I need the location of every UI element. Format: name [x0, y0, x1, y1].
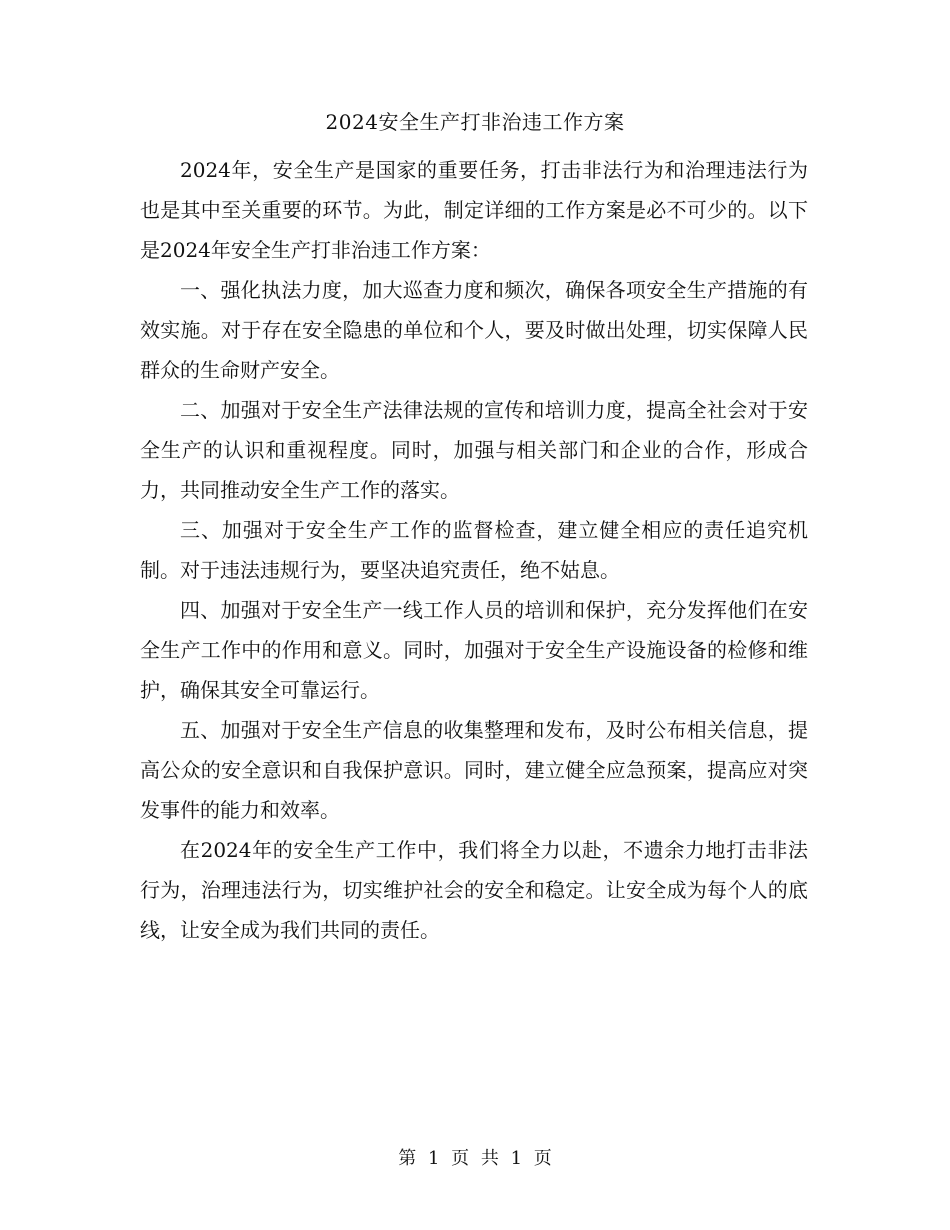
paragraph-intro: 2024年，安全生产是国家的重要任务，打击非法行为和治理违法行为也是其中至关重要的环节。为此，制定详细的工作方案是必不可少的。以下是2024年安全生产打非治违工作方案： — [140, 158, 808, 262]
paragraph-item-2: 二、加强对于安全生产法律法规的宣传和培训力度，提高全社会对于安全生产的认识和重视程度。同时，加强与相关部门和企业的合作，形成合力，共同推动安全生产工作的落实。 — [140, 398, 808, 502]
document-body — [140, 150, 808, 950]
page-number-footer: 第 1 页 共 1 页 — [398, 1148, 552, 1169]
paragraph-item-4: 四、加强对于安全生产一线工作人员的培训和保护，充分发挥他们在安全生产工作中的作用和意义。同时，加强对于安全生产设施设备的检修和维护，确保其安全可靠运行。 — [140, 598, 808, 702]
paragraph-item-5: 五、加强对于安全生产信息的收集整理和发布，及时公布相关信息，提高公众的安全意识和自我保护意识。同时，建立健全应急预案，提高应对突发事件的能力和效率。 — [140, 718, 808, 822]
paragraph-conclusion: 在2024年的安全生产工作中，我们将全力以赴，不遗余力地打击非法行为，治理违法行为，切实维护社会的安全和稳定。让安全成为每个人的底线，让安全成为我们共同的责任。 — [140, 838, 808, 942]
paragraph-item-1: 一、强化执法力度，加大巡查力度和频次，确保各项安全生产措施的有效实施。对于存在安全隐患的单位和个人，要及时做出处理，切实保障人民群众的生命财产安全。 — [140, 278, 808, 382]
document-title: 2024安全生产打非治违工作方案 — [325, 110, 625, 134]
paragraph-item-3: 三、加强对于安全生产工作的监督检查，建立健全相应的责任追究机制。对于违法违规行为，要坚决追究责任，绝不姑息。 — [140, 518, 808, 582]
